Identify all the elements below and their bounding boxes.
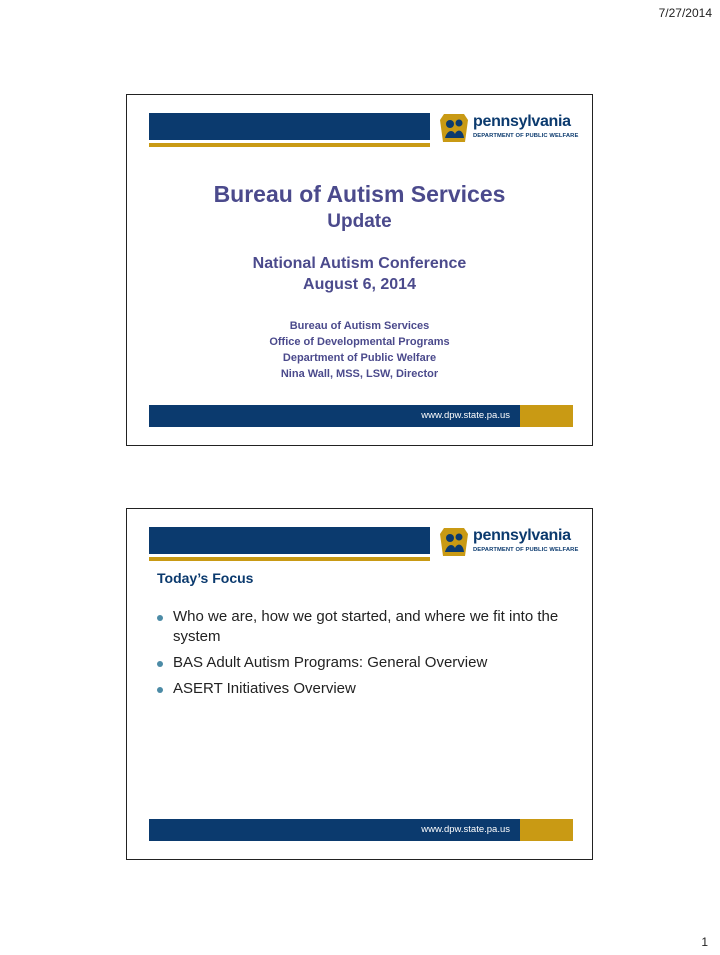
conference-info <box>127 253 592 295</box>
list-item <box>155 679 565 699</box>
list-item <box>155 607 565 647</box>
page-number: 1 <box>701 935 708 949</box>
top-banner-bar <box>149 113 430 140</box>
slide-title: Bureau of Autism Services <box>213 181 506 207</box>
organization-info <box>127 318 592 382</box>
bullet-dot-icon <box>157 687 163 693</box>
conference-name: National Autism Conference <box>252 255 467 272</box>
conference-date: August 6, 2014 <box>303 276 416 293</box>
footer-gold-block <box>520 819 573 841</box>
list-item <box>155 653 565 673</box>
org-line: Nina Wall, MSS, LSW, Director <box>280 368 439 380</box>
org-line: Office of Developmental Programs <box>269 336 450 348</box>
keystone-icon <box>438 112 470 144</box>
bullet-dot-icon <box>157 661 163 667</box>
slide-heading: Today’s Focus <box>157 570 254 586</box>
logo-wordmark: pennsylvania <box>473 527 571 544</box>
list-item-text: BAS Adult Autism Programs: General Overview <box>173 654 488 671</box>
pennsylvania-logo <box>438 526 578 560</box>
bullet-dot-icon <box>157 615 163 621</box>
header-date: 7/27/2014 <box>658 6 712 20</box>
logo-department: DEPARTMENT OF PUBLIC WELFARE <box>473 133 579 139</box>
org-line: Department of Public Welfare <box>282 352 437 364</box>
slide-2 <box>126 508 593 860</box>
focus-list <box>155 607 565 705</box>
logo-wordmark: pennsylvania <box>473 113 571 130</box>
footer-bar <box>149 405 520 427</box>
org-line: Bureau of Autism Services <box>289 320 430 332</box>
keystone-icon <box>438 526 470 558</box>
top-banner-bar <box>149 527 430 554</box>
list-item-text: ASERT Initiatives Overview <box>173 680 356 697</box>
footer-gold-block <box>520 405 573 427</box>
logo-department: DEPARTMENT OF PUBLIC WELFARE <box>473 547 579 553</box>
top-gold-rule <box>149 143 430 147</box>
footer-url: www.dpw.state.pa.us <box>421 410 510 421</box>
slide-subtitle: Update <box>327 211 392 232</box>
footer-url: www.dpw.state.pa.us <box>421 824 510 835</box>
slide-1 <box>126 94 593 446</box>
pennsylvania-logo <box>438 112 578 146</box>
top-gold-rule <box>149 557 430 561</box>
footer-bar <box>149 819 520 841</box>
list-item-text: Who we are, how we got started, and where we fit into the system <box>173 608 559 645</box>
